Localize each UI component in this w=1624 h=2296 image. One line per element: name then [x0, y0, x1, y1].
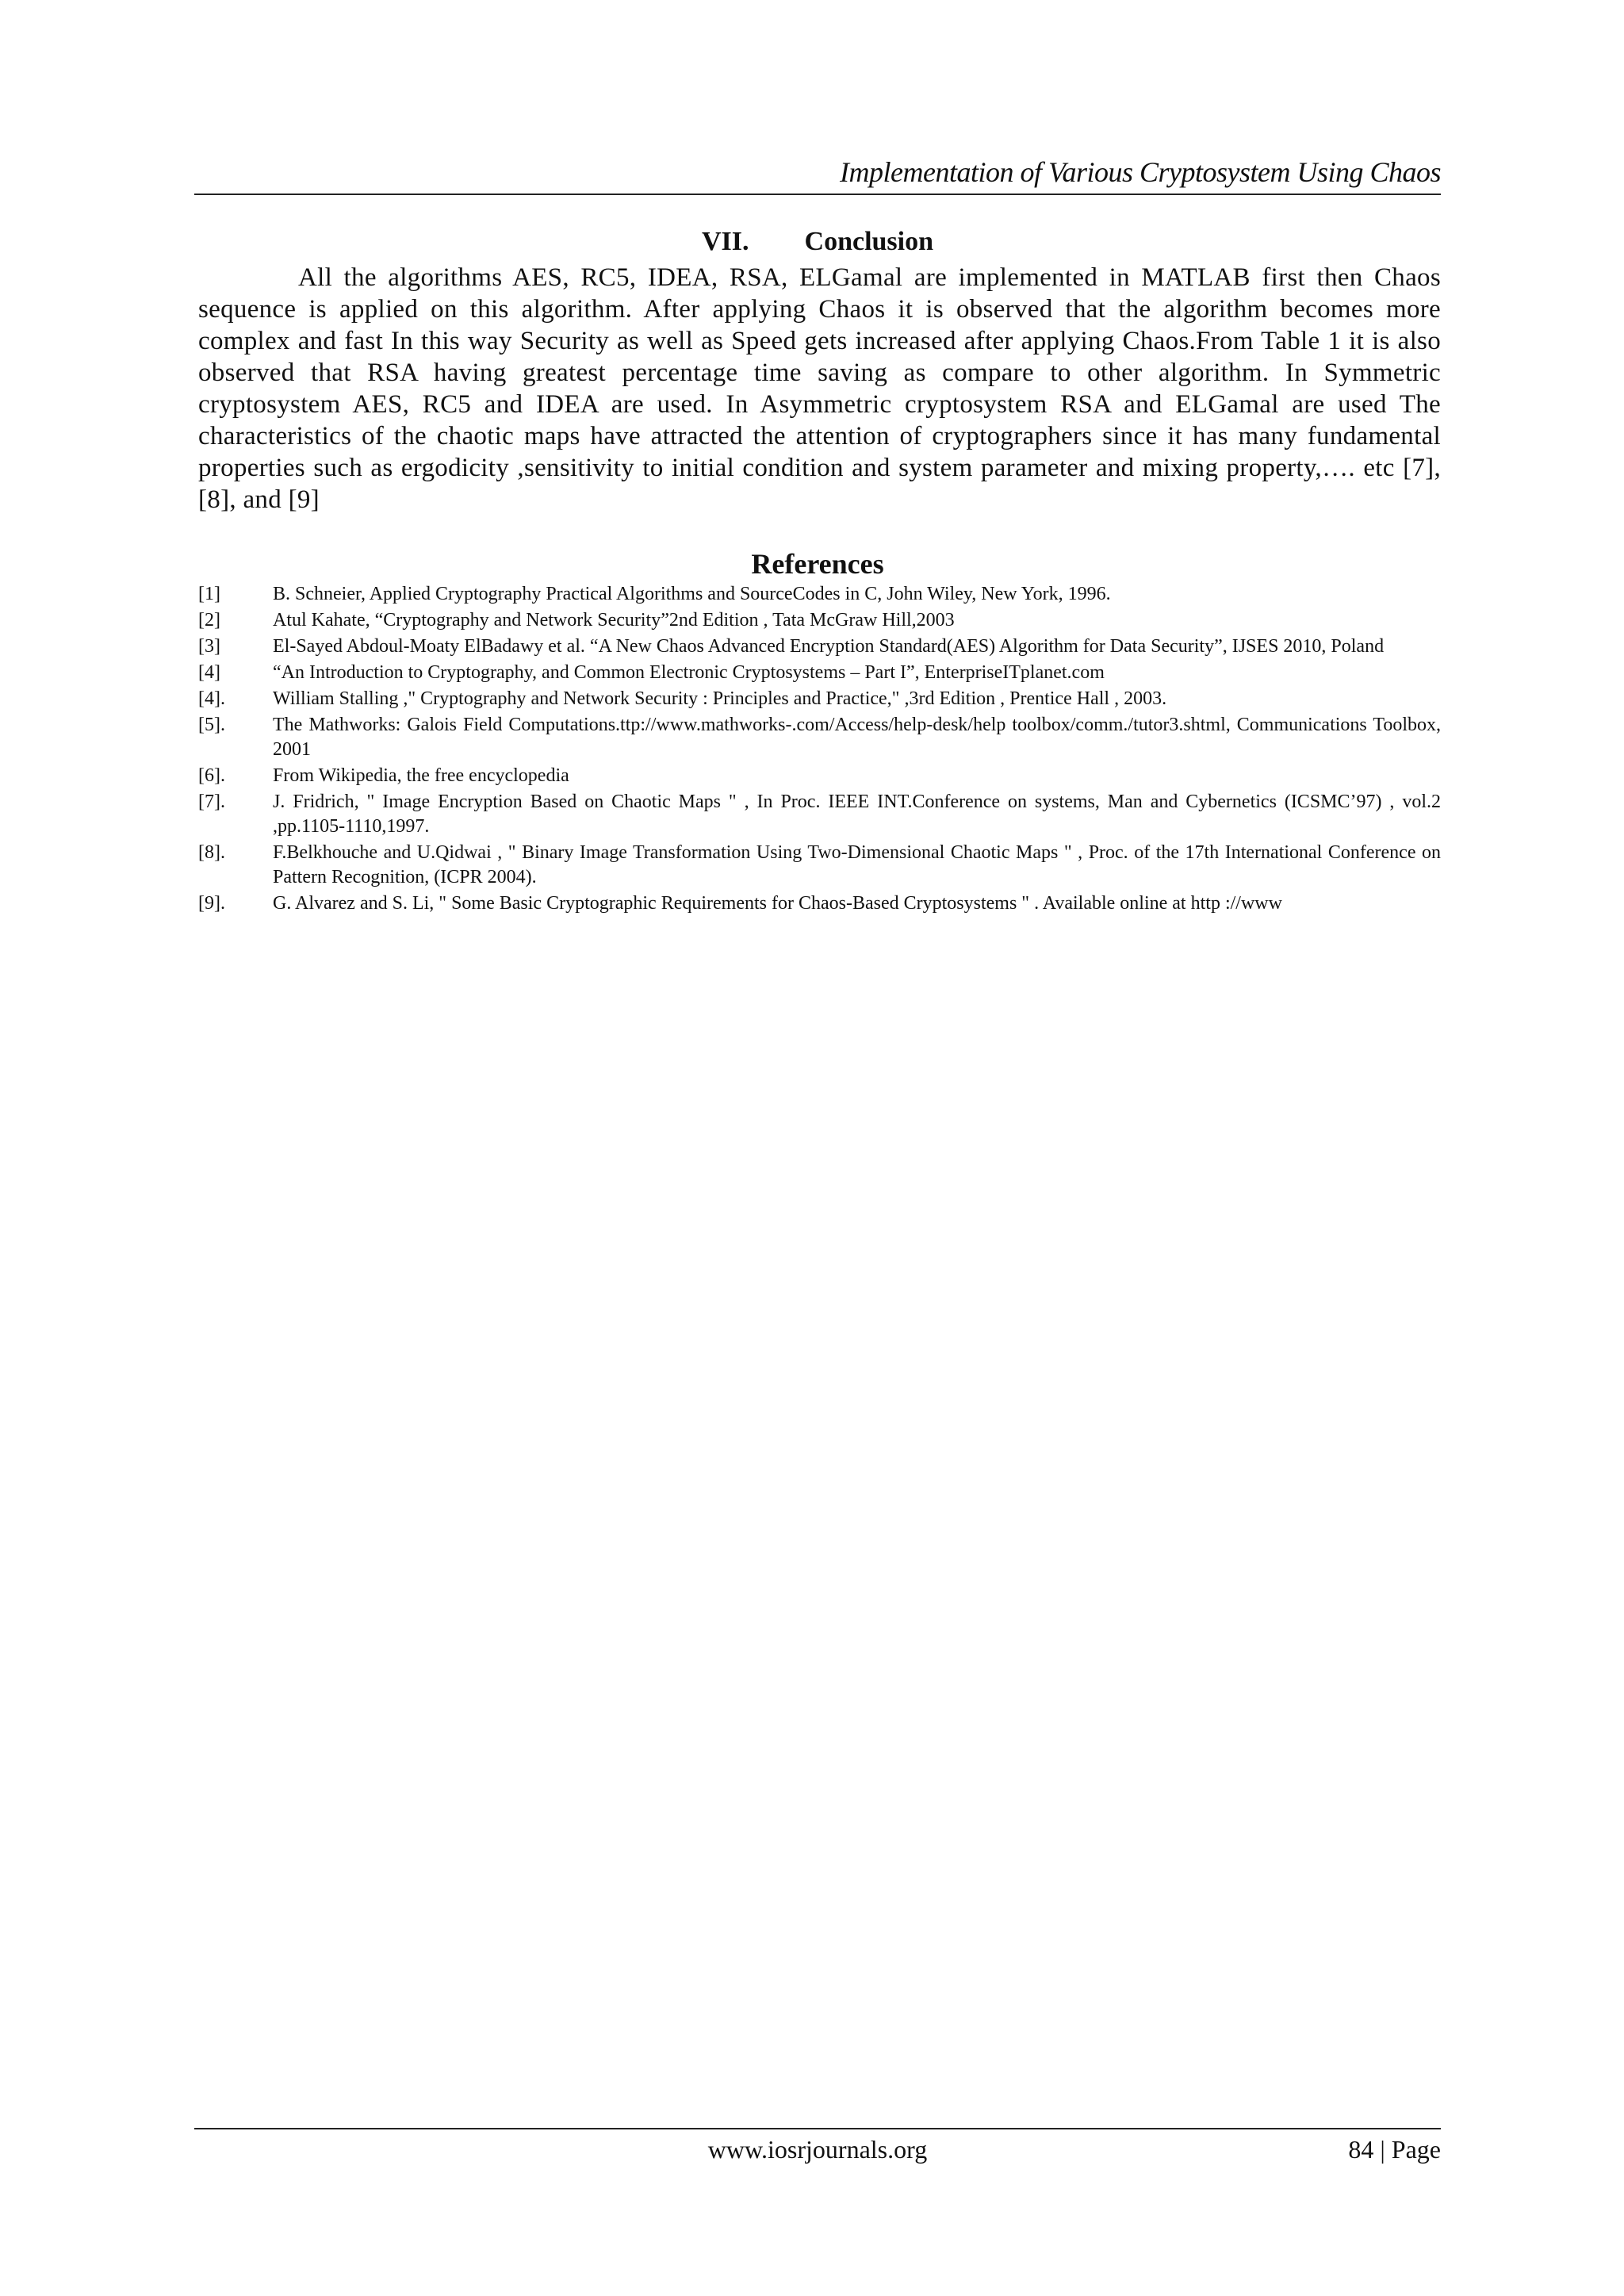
reference-item	[198, 582, 1441, 607]
footer-page-number: 84 | Page	[1348, 2135, 1441, 2164]
reference-item	[198, 713, 1441, 762]
reference-text: Atul Kahate, “Cryptography and Network Security”2nd Edition , Tata McGraw Hill,2003	[273, 610, 955, 631]
reference-text: William Stalling ," Cryptography and Network Security : Principles and Practice," ,3rd Edition , Prentice Hall , 2003.	[273, 688, 1167, 709]
reference-number: [2]	[198, 610, 220, 631]
references-list	[198, 582, 1441, 918]
reference-item	[198, 891, 1441, 916]
reference-number: [7].	[198, 792, 225, 812]
footer-website: www.iosrjournals.org	[707, 2135, 928, 2164]
reference-item	[198, 841, 1441, 890]
reference-item	[198, 687, 1441, 711]
reference-number: [5].	[198, 715, 225, 735]
header-rule	[194, 194, 1441, 195]
reference-item	[198, 790, 1441, 839]
reference-text: B. Schneier, Applied Cryptography Practical Algorithms and SourceCodes in C, John Wiley, New York, 1996.	[273, 584, 1111, 604]
reference-text: “An Introduction to Cryptography, and Common Electronic Cryptosystems – Part I”, EnterpriseITplanet.com	[273, 662, 1105, 683]
reference-number: [4].	[198, 688, 225, 709]
reference-number: [8].	[198, 842, 225, 863]
section-heading	[194, 227, 1441, 257]
reference-number: [1]	[198, 584, 220, 604]
reference-number: [6].	[198, 765, 225, 786]
reference-text: From Wikipedia, the free encyclopedia	[273, 765, 569, 786]
reference-number: [4]	[198, 662, 220, 683]
conclusion-paragraph: All the algorithms AES, RC5, IDEA, RSA, ELGamal are implemented in MATLAB first then Chaos sequence is applied on this algorithm. After applying Chaos it is observed that the algorithm becomes more complex and fast In this way Security as well as Speed gets increased after applying Chaos.From Table 1 it is also observed that RSA having greatest percentage time saving as compare to other algorithm. In Symmetric cryptosystem AES, RC5 and IDEA are used. In Asymmetric cryptosystem RSA and ELGamal are used The characteristics of the chaotic maps have attracted the attention of cryptographers since it has many fundamental properties such as ergodicity ,sensitivity to initial condition and system parameter and mixing property,…. etc [7],[8], and [9]	[198, 263, 1441, 514]
section-number: VII.	[701, 227, 749, 256]
reference-item	[198, 608, 1441, 633]
reference-item	[198, 661, 1441, 685]
reference-item	[198, 634, 1441, 659]
reference-text: J. Fridrich, " Image Encryption Based on Chaotic Maps " , In Proc. IEEE INT.Conference on systems, Man and Cybernetics (ICSMC’97) , vol.2 ,pp.1105-1110,1997.	[273, 792, 1441, 837]
reference-text: F.Belkhouche and U.Qidwai , " Binary Image Transformation Using Two-Dimensional Chaotic Maps " , Proc. of the 17th International Conference on Pattern Recognition, (ICPR 2004).	[273, 842, 1441, 887]
reference-text: G. Alvarez and S. Li, " Some Basic Cryptographic Requirements for Chaos-Based Cryptosystems " . Available online at http ://www	[273, 893, 1282, 914]
footer-rule	[194, 2128, 1441, 2129]
reference-text: El-Sayed Abdoul-Moaty ElBadawy et al. “A New Chaos Advanced Encryption Standard(AES) Algorithm for Data Security”, IJSES 2010, Poland	[273, 636, 1385, 657]
reference-item	[198, 764, 1441, 788]
running-header: Implementation of Various Cryptosystem Using Chaos	[840, 156, 1441, 188]
section-title: Conclusion	[804, 227, 934, 256]
references-heading: References	[751, 548, 884, 580]
reference-number: [3]	[198, 636, 220, 657]
reference-text: The Mathworks: Galois Field Computations.ttp://www.mathworks-.com/Access/help-desk/help toolbox/comm./tutor3.shtml, Communications Toolbox, 2001	[273, 715, 1441, 760]
reference-number: [9].	[198, 893, 225, 914]
